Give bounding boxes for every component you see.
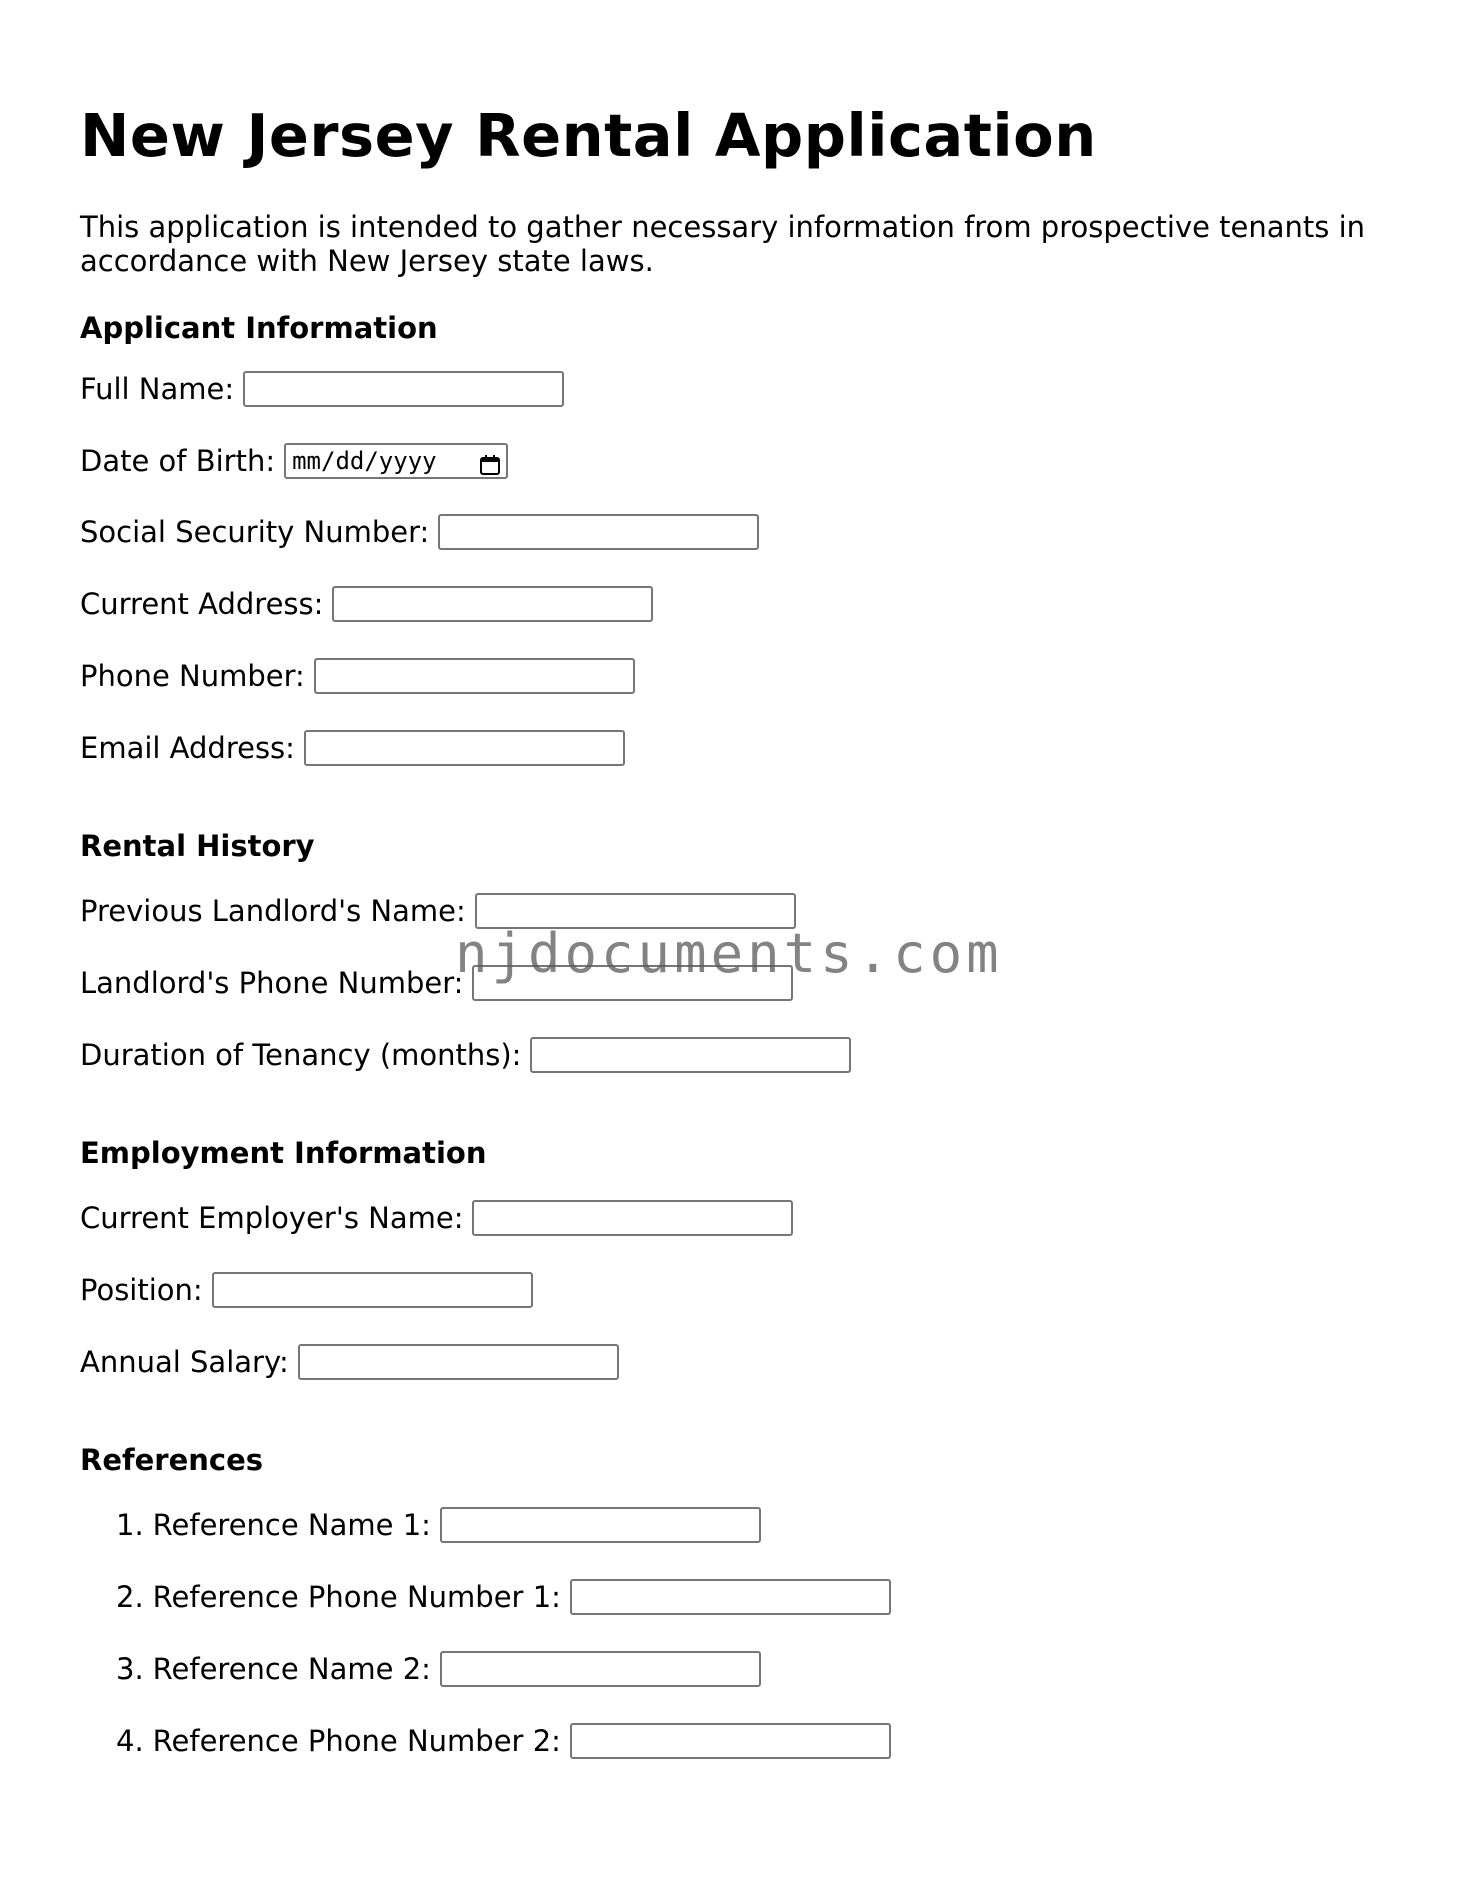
landlord-name-label: Previous Landlord's Name: [80, 894, 466, 928]
reference-name-2-input[interactable] [440, 1651, 761, 1687]
reference-phone-2-input[interactable] [570, 1723, 891, 1759]
position-input[interactable] [212, 1272, 533, 1308]
reference-label: Reference Phone Number 2: [152, 1724, 561, 1758]
employer-input[interactable] [472, 1200, 793, 1236]
salary-row [80, 1344, 619, 1380]
landlord-phone-label: Landlord's Phone Number: [80, 966, 464, 1000]
reference-label: Reference Name 1: [152, 1508, 431, 1542]
ssn-row [80, 514, 759, 550]
references-section-heading: References [80, 1443, 264, 1477]
reference-row [116, 1507, 761, 1543]
full-name-input[interactable] [243, 371, 564, 407]
salary-input[interactable] [298, 1344, 619, 1380]
phone-row [80, 658, 635, 694]
calendar-icon[interactable] [479, 450, 501, 472]
ssn-label: Social Security Number: [80, 515, 430, 549]
reference-row [116, 1651, 761, 1687]
reference-phone-1-input[interactable] [570, 1579, 891, 1615]
reference-label: Reference Phone Number 1: [152, 1580, 561, 1614]
address-row [80, 586, 653, 622]
reference-number: 1. [116, 1508, 144, 1542]
email-row [80, 730, 625, 766]
position-label: Position: [80, 1273, 203, 1307]
reference-number: 4. [116, 1724, 144, 1758]
employer-label: Current Employer's Name: [80, 1201, 464, 1235]
duration-row [80, 1037, 851, 1073]
duration-label: Duration of Tenancy (months): [80, 1038, 522, 1072]
reference-row [116, 1723, 891, 1759]
duration-input[interactable] [530, 1037, 851, 1073]
reference-row [116, 1579, 891, 1615]
dob-row [80, 443, 508, 479]
dob-placeholder: mm/dd/yyyy [292, 447, 437, 475]
employment-section-heading: Employment Information [80, 1136, 487, 1170]
full-name-label: Full Name: [80, 372, 235, 406]
dob-label: Date of Birth: [80, 444, 276, 478]
watermark: njdocuments.com [455, 922, 1003, 985]
address-input[interactable] [332, 586, 653, 622]
full-name-row [80, 371, 564, 407]
applicant-section-heading: Applicant Information [80, 311, 438, 345]
dob-input[interactable] [284, 443, 508, 479]
address-label: Current Address: [80, 587, 324, 621]
position-row [80, 1272, 533, 1308]
phone-label: Phone Number: [80, 659, 305, 693]
rental-section-heading: Rental History [80, 829, 315, 863]
email-label: Email Address: [80, 731, 295, 765]
email-input[interactable] [304, 730, 625, 766]
page-title: New Jersey Rental Application [80, 101, 1097, 170]
ssn-input[interactable] [438, 514, 759, 550]
salary-label: Annual Salary: [80, 1345, 289, 1379]
reference-name-1-input[interactable] [440, 1507, 761, 1543]
reference-number: 3. [116, 1652, 144, 1686]
reference-label: Reference Name 2: [152, 1652, 431, 1686]
intro-text: This application is intended to gather necessary information from prospective tenants in accordance with New Jersey state laws. [80, 210, 1366, 278]
reference-number: 2. [116, 1580, 144, 1614]
phone-input[interactable] [314, 658, 635, 694]
employer-row [80, 1200, 793, 1236]
